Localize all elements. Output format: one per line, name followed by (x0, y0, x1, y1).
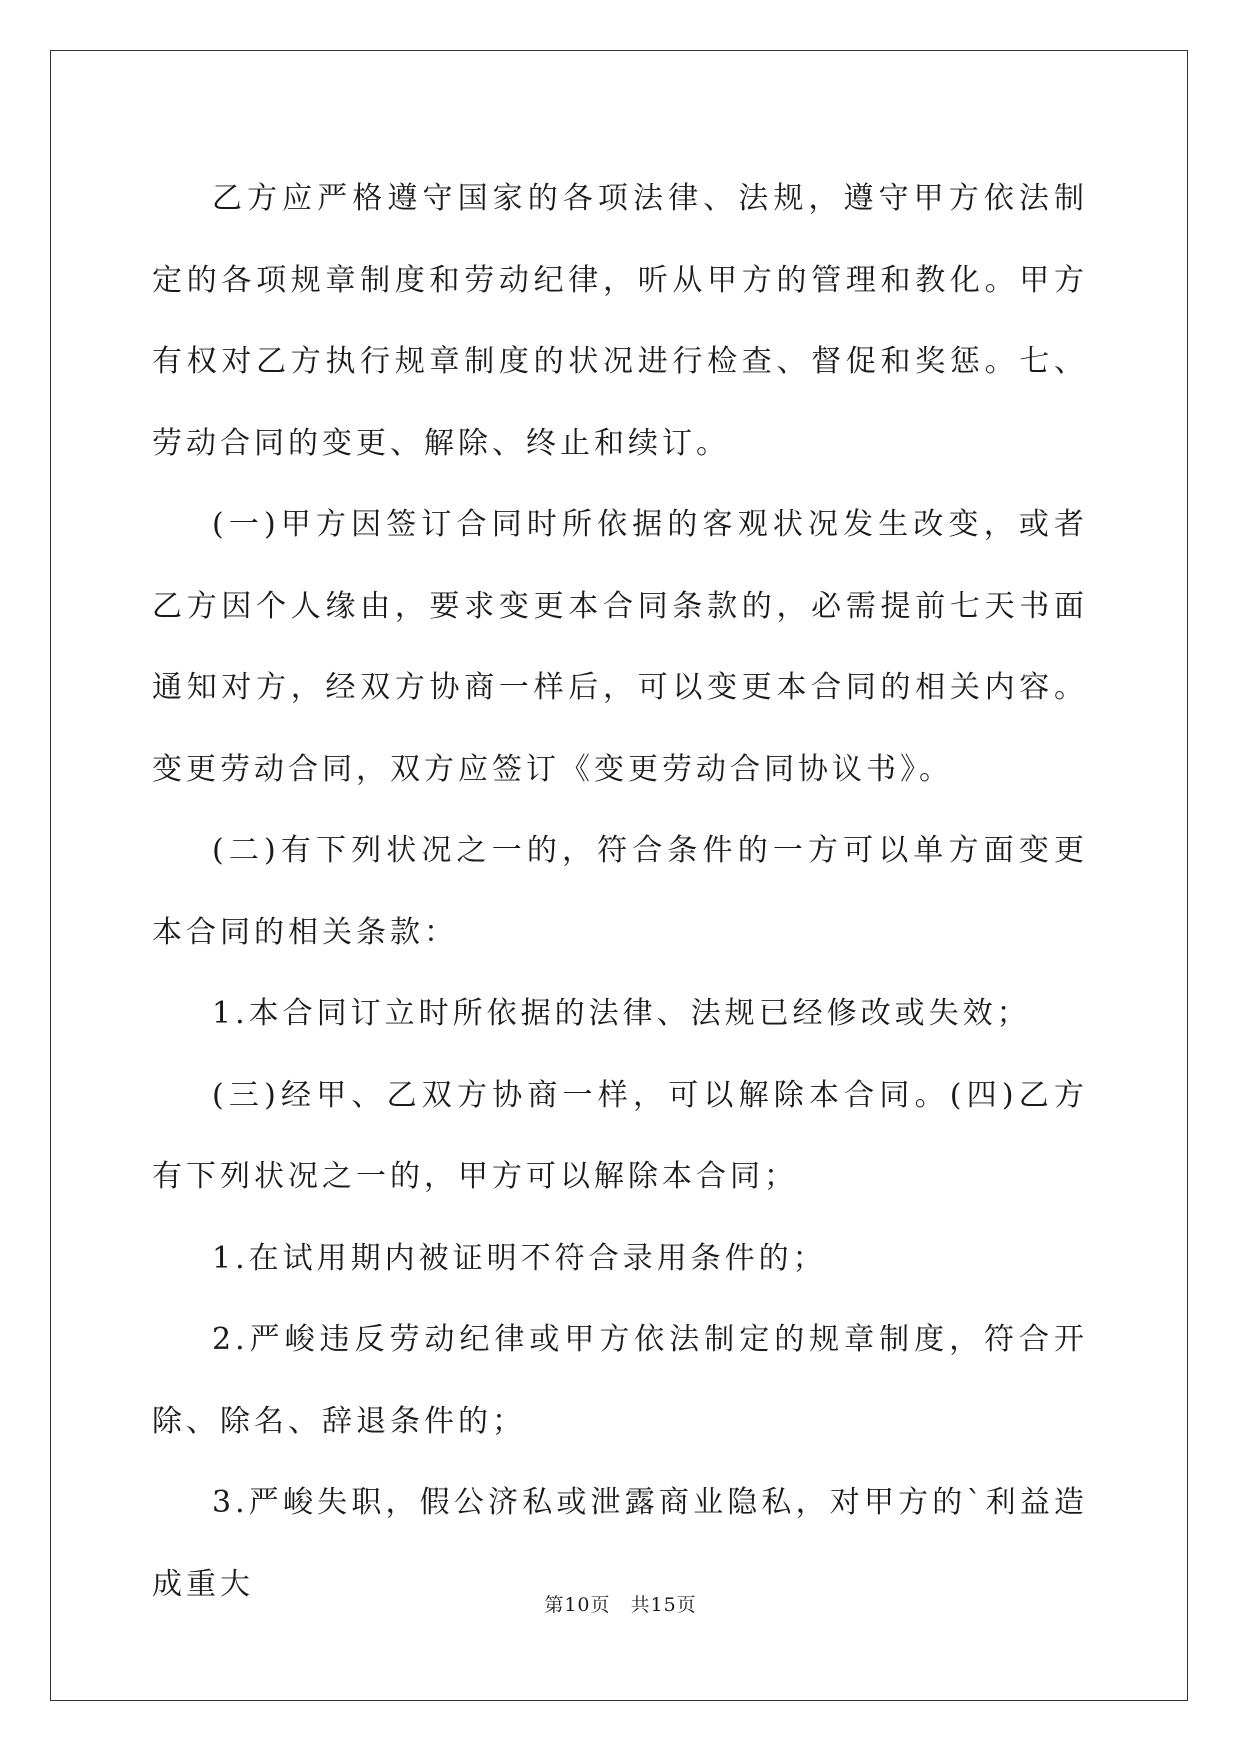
paragraph: 1.本合同订立时所依据的法律、法规已经修改或失效； (212, 996, 1031, 1031)
paragraph: 1.在试用期内被证明不符合录用条件的； (212, 1240, 827, 1276)
paragraph: 2.严峻违反劳动纪律或甲方依法制定的规章制度，符合开除、除名、辞退条件的； (152, 1322, 1088, 1439)
page-number-footer: 第10页 共15页 (544, 1594, 697, 1616)
paragraph: (二)有下列状况之一的，符合条件的一方可以单方面变更本合同的相关条款： (152, 833, 1088, 950)
paragraph: (一)甲方因签订合同时所依据的客观状况发生改变，或者乙方因个人缘由，要求变更本合同条款的，必需提前七天书面通知对方，经双方协商一样后，可以变更本合同的相关内容。变更劳动合同，双方应签订《变更劳动合同协议书》。 (152, 507, 1088, 787)
paragraph: 3.严峻失职，假公济私或泄露商业隐私，对甲方的`利益造成重大 (152, 1485, 1088, 1602)
paragraph: (三)经甲、乙双方协商一样，可以解除本合同。(四)乙方有下列状况之一的，甲方可以解除本合同； (152, 1077, 1088, 1194)
paragraph: 乙方应严格遵守国家的各项法律、法规，遵守甲方依法制定的各项规章制度和劳动纪律，听从甲方的管理和教化。甲方有权对乙方执行规章制度的状况进行检查、督促和奖惩。七、劳动合同的变更、解除、终止和续订。 (152, 181, 1088, 461)
document-body (152, 158, 1088, 1625)
